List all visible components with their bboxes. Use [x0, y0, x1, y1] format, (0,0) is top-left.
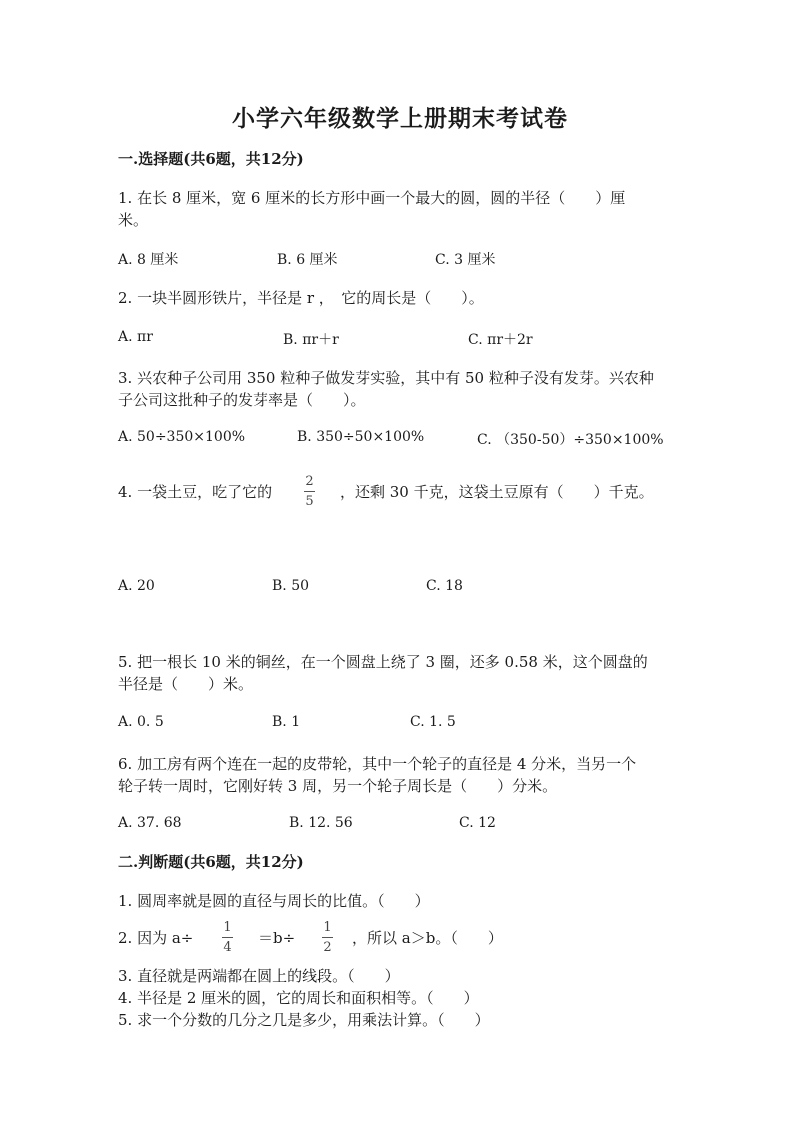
- fraction-bar: [222, 937, 233, 938]
- section-heading: 一.选择题(共6题，共12分): [118, 150, 304, 168]
- fraction-numerator: 1: [323, 920, 332, 935]
- option-c: C. πr＋2r: [468, 332, 533, 348]
- question-text: 1. 在长 8 厘米，宽 6 厘米的长方形中画一个最大的圆，圆的半径（ ）厘: [118, 189, 626, 207]
- fraction: [322, 920, 333, 955]
- option-c: C. 18: [426, 578, 463, 594]
- question-text: 米。: [118, 211, 149, 229]
- option-c: C. （350-50）÷350×100%: [477, 432, 664, 448]
- exam-title: 小学六年级数学上册期末考试卷: [232, 105, 568, 132]
- fraction-numerator: 2: [305, 474, 314, 489]
- fraction-bar: [322, 937, 333, 938]
- question-text: 5. 把一根长 10 米的铜丝，在一个圆盘上绕了 3 圈，还多 0.58 米，这个圆盘的: [118, 653, 648, 671]
- option-c: C. 3 厘米: [435, 252, 496, 268]
- option-c: C. 1. 5: [410, 714, 456, 730]
- fraction: [222, 920, 233, 955]
- question-text: 1. 圆周率就是圆的直径与周长的比值。（ ）: [118, 892, 430, 910]
- option-c: C. 12: [459, 815, 496, 831]
- fraction-numerator: 1: [223, 920, 232, 935]
- fraction-denominator: 4: [223, 940, 232, 955]
- option-b: B. 6 厘米: [277, 252, 338, 268]
- question-text: 2. 一块半圆形铁片，半径是 r ， 它的周长是（ ）。: [118, 289, 484, 307]
- option-b: B. πr＋r: [283, 332, 339, 348]
- option-a: A. 50÷350×100%: [118, 429, 246, 445]
- fraction: [304, 474, 315, 509]
- option-a: A. 20: [118, 578, 155, 594]
- question-text: ，还剩 30 千克，这袋土豆原有（ ）千克。: [340, 483, 654, 501]
- fraction-bar: [304, 491, 315, 492]
- fraction-denominator: 2: [323, 940, 332, 955]
- question-text: 3. 兴农种子公司用 350 粒种子做发芽实验，其中有 50 粒种子没有发芽。兴农种: [118, 369, 654, 387]
- question-text: 4. 一袋土豆，吃了它的: [118, 483, 273, 501]
- question-text: ，所以 a＞b。（ ）: [352, 929, 503, 947]
- option-a: A. 0. 5: [118, 714, 164, 730]
- fraction-denominator: 5: [305, 494, 314, 509]
- option-b: B. 50: [272, 578, 310, 594]
- option-b: B. 350÷50×100%: [297, 429, 425, 445]
- question-text: 5. 求一个分数的几分之几是多少，用乘法计算。（ ）: [118, 1011, 490, 1029]
- question-text: 3. 直径就是两端都在圆上的线段。（ ）: [118, 967, 400, 985]
- option-a: A. πr: [118, 329, 153, 345]
- option-b: B. 12. 56: [289, 815, 353, 831]
- section-heading: 二.判断题(共6题，共12分): [118, 853, 304, 871]
- question-text: 半径是（ ）米。: [118, 675, 254, 693]
- option-a: A. 37. 68: [118, 815, 182, 831]
- question-text: 轮子转一周时，它刚好转 3 周，另一个轮子周长是（ ）分米。: [118, 777, 558, 795]
- question-text: 6. 加工房有两个连在一起的皮带轮，其中一个轮子的直径是 4 分米，当另一个: [118, 755, 637, 773]
- question-text: 4. 半径是 2 厘米的圆，它的周长和面积相等。（ ）: [118, 989, 479, 1007]
- question-text: ＝b÷: [258, 929, 296, 947]
- option-b: B. 1: [272, 714, 301, 730]
- question-text: 子公司这批种子的发芽率是（ ）。: [118, 391, 366, 409]
- question-text: 2. 因为 a÷: [118, 929, 194, 947]
- option-a: A. 8 厘米: [118, 252, 179, 268]
